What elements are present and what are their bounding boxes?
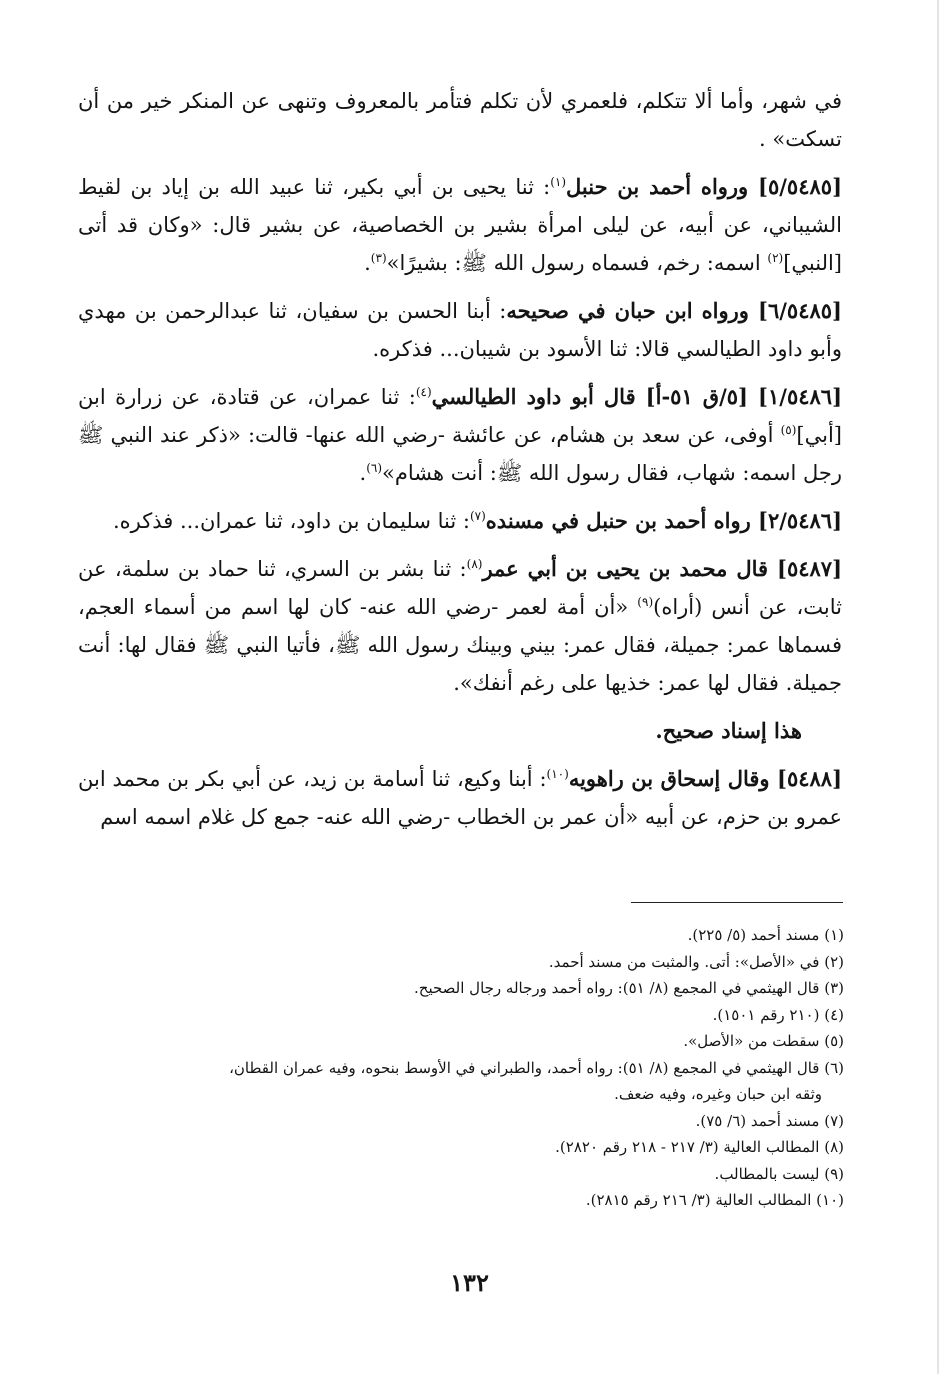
footnote-divider bbox=[631, 902, 843, 903]
footnote-ref[interactable]: (٩) bbox=[637, 595, 654, 609]
footnote-ref[interactable]: (١) bbox=[550, 175, 567, 189]
footnote-ref[interactable]: (٨) bbox=[466, 557, 483, 571]
footnote-text: (٦) قال الهيثمي في المجمع (٨/ ٥١): رواه أحمد، والطبراني في الأوسط بنحوه، وفيه عمران القطان، bbox=[229, 1058, 844, 1077]
paragraph-text: اسمه: رخم، فسماه رسول الله ﷺ: بشيرًا» bbox=[386, 251, 768, 275]
paragraph-text: في شهر، وأما ألا تتكلم، فلعمري لأن تكلم فتأمر بالمعروف وتنهى عن المنكر خير من أن تسكت» . bbox=[78, 89, 842, 151]
paragraph-text: : ثنا يحيى بن أبي بكير، ثنا عبيد الله بن إياد بن لقيط الشيباني، عن أبيه، عن ليلى امرأة بشير بن الخصاصية، عن بشير قال: «وكان قد أتى [النبي] bbox=[78, 175, 842, 275]
isnad-grade: هذا إسناد صحيح. bbox=[655, 718, 802, 743]
footnote-continuation: وثقه ابن حبان وغيره، وفيه ضعف. bbox=[614, 1085, 822, 1103]
footnote: (١) مسند أحمد (٥/ ٢٢٥). bbox=[687, 926, 844, 944]
paragraph-text: . bbox=[359, 461, 367, 485]
hadith-heading: [٢/٥٤٨٦] رواه أحمد بن حنبل في مسنده bbox=[485, 508, 842, 533]
footnote: (٨) المطالب العالية (٣/ ٢١٧ - ٢١٨ رقم ٢٨٢٠). bbox=[555, 1138, 844, 1156]
paragraph bbox=[78, 550, 842, 702]
paragraph-text: : ثنا سليمان بن داود، ثنا عمران... فذكره. bbox=[113, 509, 470, 533]
hadith-heading: [٥/٥٤٨٥] ورواه أحمد بن حنبل bbox=[566, 174, 842, 199]
paragraph-text: : أبنا وكيع، ثنا أسامة بن زيد، عن أبي بكر بن محمد ابن عمرو بن حزم، عن أبيه «أن عمر بن الخطاب -رضي الله عنه- جمع كل غلام اسمه اسم bbox=[78, 767, 842, 829]
paragraph-text: «أن أمة لعمر -رضي الله عنه- كان لها اسم من أسماء العجم، فسماها عمر: جميلة، فقال عمر: بيني وبينك رسول الله ﷺ، فأتيا النبي ﷺ فقال لها: أنت جميلة. فقال لها عمر: خذيها على رغم أنفك». bbox=[78, 595, 842, 695]
paragraph-text: : ثنا بشر بن السري، ثنا حماد بن سلمة، عن ثابت، عن أنس (أراه) bbox=[78, 557, 843, 619]
main-text bbox=[78, 82, 842, 846]
footnote: (٤) (٢١٠ رقم ١٥٠١). bbox=[712, 1005, 844, 1024]
page-number: ١٣٢ bbox=[450, 1268, 489, 1297]
paragraph bbox=[78, 502, 842, 540]
footnote-ref[interactable]: (٢) bbox=[767, 251, 784, 265]
paragraph-text: : ثنا عمران، عن قتادة، عن زرارة ابن [أبي] bbox=[78, 385, 842, 447]
footnotes bbox=[78, 922, 844, 1214]
hadith-heading: [٦/٥٤٨٥] ورواه ابن حبان في صحيحه bbox=[506, 298, 842, 323]
paragraph-text: : أبنا الحسن بن سفيان، ثنا عبدالرحمن بن مهدي وأبو داود الطيالسي قالا: ثنا الأسود بن شيبان... فذكره. bbox=[78, 299, 842, 361]
footnote: (١٠) المطالب العالية (٣/ ٢١٦ رقم ٢٨١٥). bbox=[585, 1191, 844, 1209]
footnote-ref[interactable]: (٤) bbox=[415, 385, 432, 399]
paragraph bbox=[78, 292, 842, 368]
footnote: (٥) سقطت من «الأصل». bbox=[683, 1032, 844, 1050]
footnote: (٢) في «الأصل»: أتى. والمثبت من مسند أحمد. bbox=[548, 952, 844, 971]
footnote-ref[interactable]: (١٠) bbox=[546, 767, 569, 781]
footnote: (٩) ليست بالمطالب. bbox=[714, 1164, 844, 1183]
footnote-ref[interactable]: (٣) bbox=[370, 251, 387, 265]
paragraph bbox=[78, 760, 842, 836]
footnote-ref[interactable]: (٧) bbox=[469, 509, 486, 523]
footnote: (٣) قال الهيثمي في المجمع (٨/ ٥١): رواه أحمد ورجاله رجال الصحيح. bbox=[414, 979, 844, 997]
paragraph bbox=[78, 82, 842, 158]
hadith-heading: [٥٤٨٨] وقال إسحاق بن راهويه bbox=[568, 766, 842, 791]
footnote: (٧) مسند أحمد (٦/ ٧٥). bbox=[695, 1111, 844, 1130]
paragraph bbox=[78, 168, 842, 282]
footnote bbox=[78, 1055, 844, 1108]
hadith-heading: [١/٥٤٨٦] [٥/ق ٥١-أ] قال أبو داود الطيالسي bbox=[431, 384, 843, 409]
paragraph-text: أوفى، عن سعد بن هشام، عن عائشة -رضي الله عنها- قالت: «ذكر عند النبي ﷺ رجل اسمه: شهاب، فقال رسول الله ﷺ: أنت هشام» bbox=[78, 423, 842, 485]
footnote-ref[interactable]: (٦) bbox=[366, 461, 383, 475]
paragraph-text: . bbox=[364, 251, 371, 275]
paragraph bbox=[78, 378, 842, 492]
footnote-ref[interactable]: (٥) bbox=[780, 423, 797, 437]
hadith-heading: [٥٤٨٧] قال محمد بن يحيى بن أبي عمر bbox=[482, 556, 842, 581]
